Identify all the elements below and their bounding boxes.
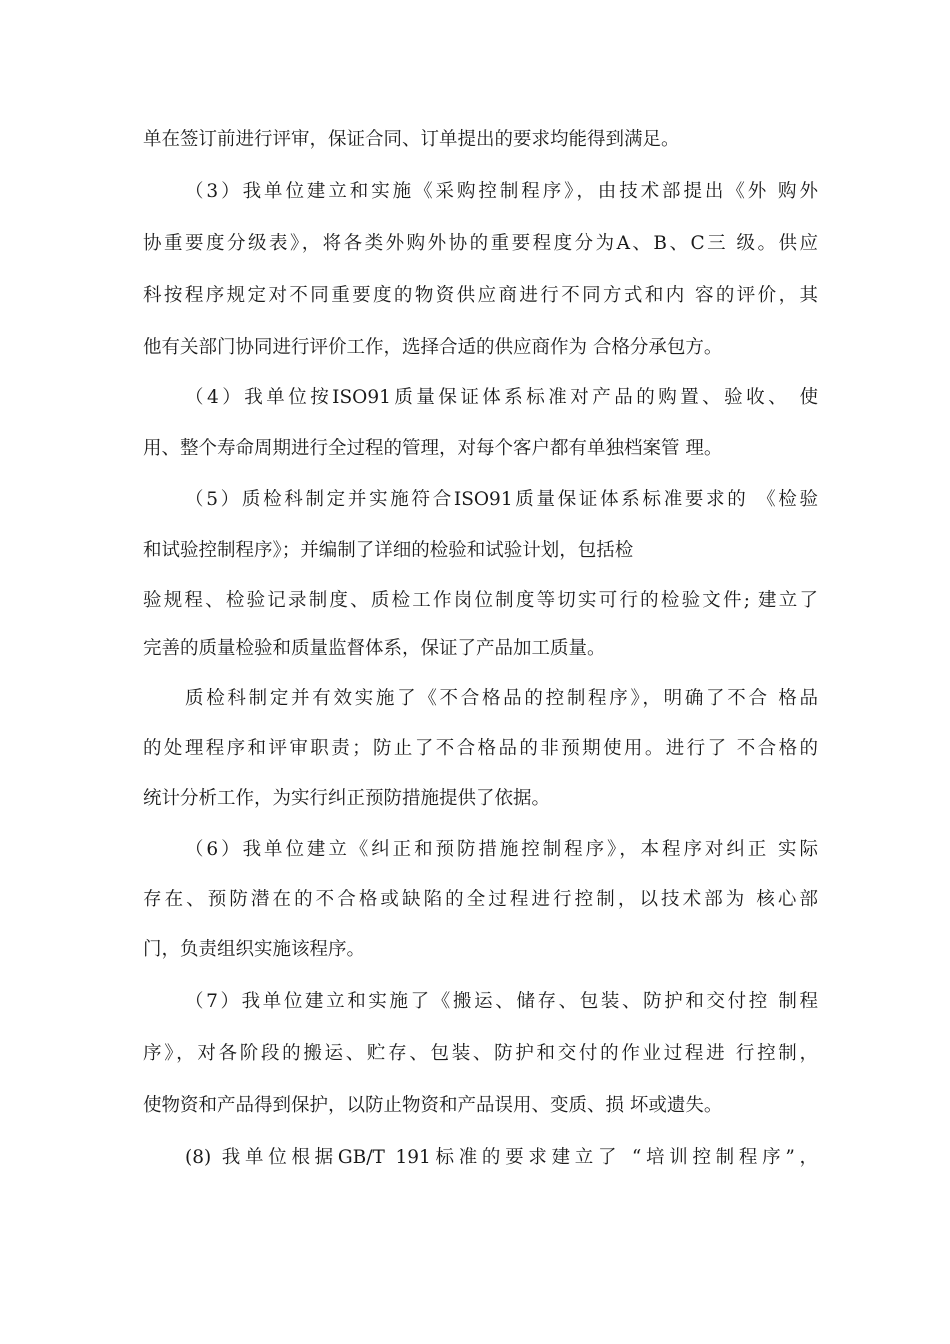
text-line-5: 他有关部门协同进行评价工作，选择合适的供应商作为 合格分承包方。 [143, 337, 723, 358]
text-line-10: 验规程、检验记录制度、质检工作岗位制度等切实可行的检验文件; 建立了 [143, 590, 818, 611]
text-line-12: 质检科制定并有效实施了《不合格品的控制程序》，明确了不合 格品 [185, 688, 818, 709]
text-line-6: （4）我单位按ISO91质量保证体系标准对产品的购置、验收、 使 [185, 387, 818, 408]
text-line-9: 和试验控制程序》；并编制了详细的检验和试验计划，包括检 [143, 540, 634, 561]
text-line-21: (8) 我单位根据GB/T 191标准的要求建立了 “培训控制程序”， [185, 1147, 818, 1168]
text-line-20: 使物资和产品得到保护，以防止物资和产品误用、变质、损 坏或遗失。 [143, 1095, 723, 1116]
text-line-16: 存在、预防潜在的不合格或缺陷的全过程进行控制，以技术部为 核心部 [143, 889, 818, 910]
text-line-18: （7）我单位建立和实施了《搬运、储存、包装、防护和交付控 制程 [185, 991, 818, 1012]
text-line-8: （5）质检科制定并实施符合ISO91质量保证体系标准要求的 《检验 [185, 489, 818, 510]
text-line-2: （3）我单位建立和实施《采购控制程序》，由技术部提出《外 购外 [185, 181, 818, 202]
text-line-3: 协重要度分级表》，将各类外购外协的重要程度分为A、B、C三 级。供应 [143, 233, 818, 254]
text-line-7: 用、整个寿命周期进行全过程的管理，对每个客户都有单独档案管 理。 [143, 438, 723, 459]
text-line-1: 单在签订前进行评审，保证合同、订单提出的要求均能得到满足。 [143, 129, 680, 150]
text-line-15: （6）我单位建立《纠正和预防措施控制程序》，本程序对纠正 实际 [185, 839, 818, 860]
text-line-14: 统计分析工作，为实行纠正预防措施提供了依据。 [143, 788, 551, 809]
text-line-11: 完善的质量检验和质量监督体系，保证了产品加工质量。 [143, 638, 606, 659]
text-line-13: 的处理程序和评审职责；防止了不合格品的非预期使用。进行了 不合格的 [143, 738, 818, 759]
text-line-4: 科按程序规定对不同重要度的物资供应商进行不同方式和内 容的评价，其 [143, 285, 818, 306]
text-line-19: 序》，对各阶段的搬运、贮存、包装、防护和交付的作业过程进 行控制， [143, 1043, 818, 1064]
text-line-17: 门，负责组织实施该程序。 [143, 939, 366, 960]
